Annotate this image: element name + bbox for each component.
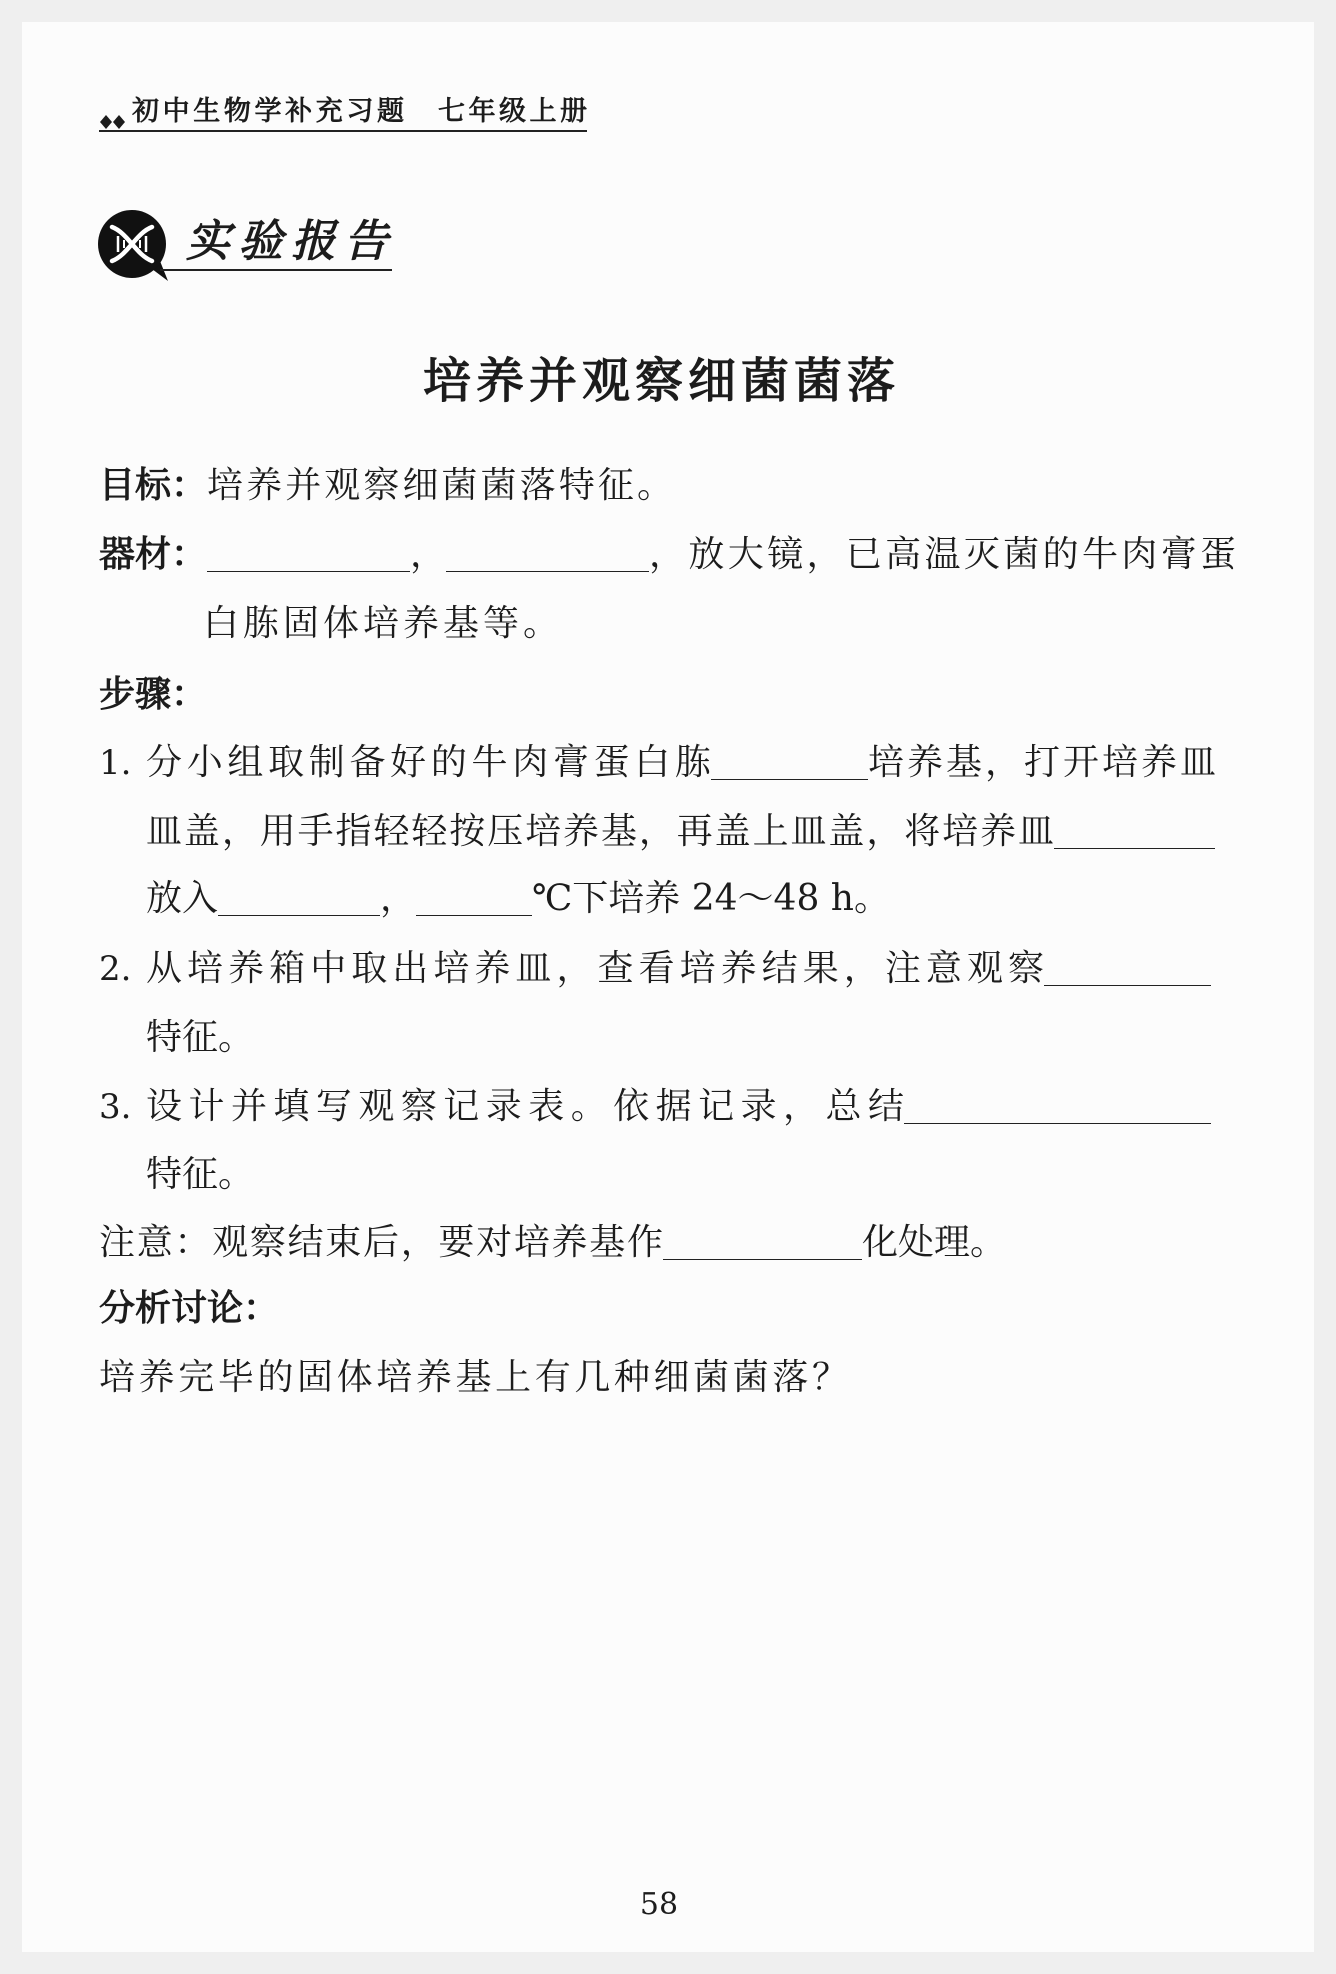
fill-blank <box>711 747 868 780</box>
note-text: 注意：观察结束后，要对培养基作 <box>99 1222 663 1263</box>
note-line <box>99 1219 1006 1267</box>
page-number: 58 <box>639 1887 679 1922</box>
objective-label: 目标： <box>99 465 208 506</box>
discussion-question: 培养完毕的固体培养基上有几种细菌菌落？ <box>99 1357 848 1398</box>
step-text: 从培养箱中取出培养皿，查看培养结果，注意观察 <box>146 948 1044 989</box>
discussion-question-line <box>99 1354 848 1402</box>
book-title: 初中生物学补充习题 <box>132 96 404 127</box>
fill-blank <box>1044 953 1211 986</box>
step-text: ℃下培养 24～48 h。 <box>532 878 890 919</box>
page-title: 培养并观察细菌菌落 <box>423 353 895 409</box>
steps-heading <box>99 671 207 719</box>
step-text: 设计并填写观察记录表。依据记录，总结 <box>146 1086 904 1127</box>
step-1-line-2 <box>146 808 1215 856</box>
fill-blank <box>218 883 380 916</box>
step-text: 皿盖，用手指轻轻按压培养基，再盖上皿盖，将培养皿 <box>146 811 1054 852</box>
step-separator: ， <box>380 878 417 919</box>
step-2-line-1 <box>99 945 1211 993</box>
discussion-heading <box>99 1285 279 1333</box>
fill-blank <box>904 1091 1211 1124</box>
step-2-line-2 <box>146 1014 254 1062</box>
step-number: 2. <box>99 949 132 989</box>
objective-text: 培养并观察细菌菌落特征。 <box>207 465 674 506</box>
fill-blank <box>663 1227 862 1260</box>
materials-line-2 <box>203 600 559 648</box>
materials-blank-1 <box>207 539 410 572</box>
step-text: 特征。 <box>146 1017 255 1058</box>
fill-blank <box>1054 816 1215 849</box>
temperature-blank <box>416 883 532 916</box>
objective-line <box>99 462 673 510</box>
step-number: 1. <box>99 743 132 783</box>
section-label: 实验报告 <box>186 216 388 267</box>
materials-blank-2 <box>446 539 649 572</box>
materials-label: 器材： <box>99 534 208 575</box>
materials-separator: ， <box>410 534 447 575</box>
section-underline <box>160 269 392 271</box>
note-text-end: 化处理。 <box>862 1222 1007 1263</box>
double-diamond-icon <box>99 104 127 120</box>
step-text: 特征。 <box>146 1154 255 1195</box>
steps-label: 步骤： <box>99 674 208 715</box>
materials-line <box>99 531 1236 579</box>
volume-label: 七年级上册 <box>438 96 587 127</box>
running-header <box>99 94 587 132</box>
step-text: 分小组取制备好的牛肉膏蛋白胨 <box>146 742 711 783</box>
materials-text: ，放大镜，已高温灭菌的牛肉膏蛋 <box>649 534 1237 575</box>
dna-badge-icon <box>94 205 174 285</box>
step-text: 放入 <box>146 878 219 919</box>
discussion-label: 分析讨论： <box>99 1288 280 1329</box>
step-1-line-1 <box>99 739 1216 787</box>
materials-text-2: 白胨固体培养基等。 <box>203 603 559 644</box>
step-text: 培养基，打开培养皿 <box>868 742 1216 783</box>
step-3-line-1 <box>99 1083 1211 1131</box>
step-number: 3. <box>99 1087 132 1127</box>
step-3-line-2 <box>146 1151 254 1199</box>
step-1-line-3 <box>146 875 890 923</box>
